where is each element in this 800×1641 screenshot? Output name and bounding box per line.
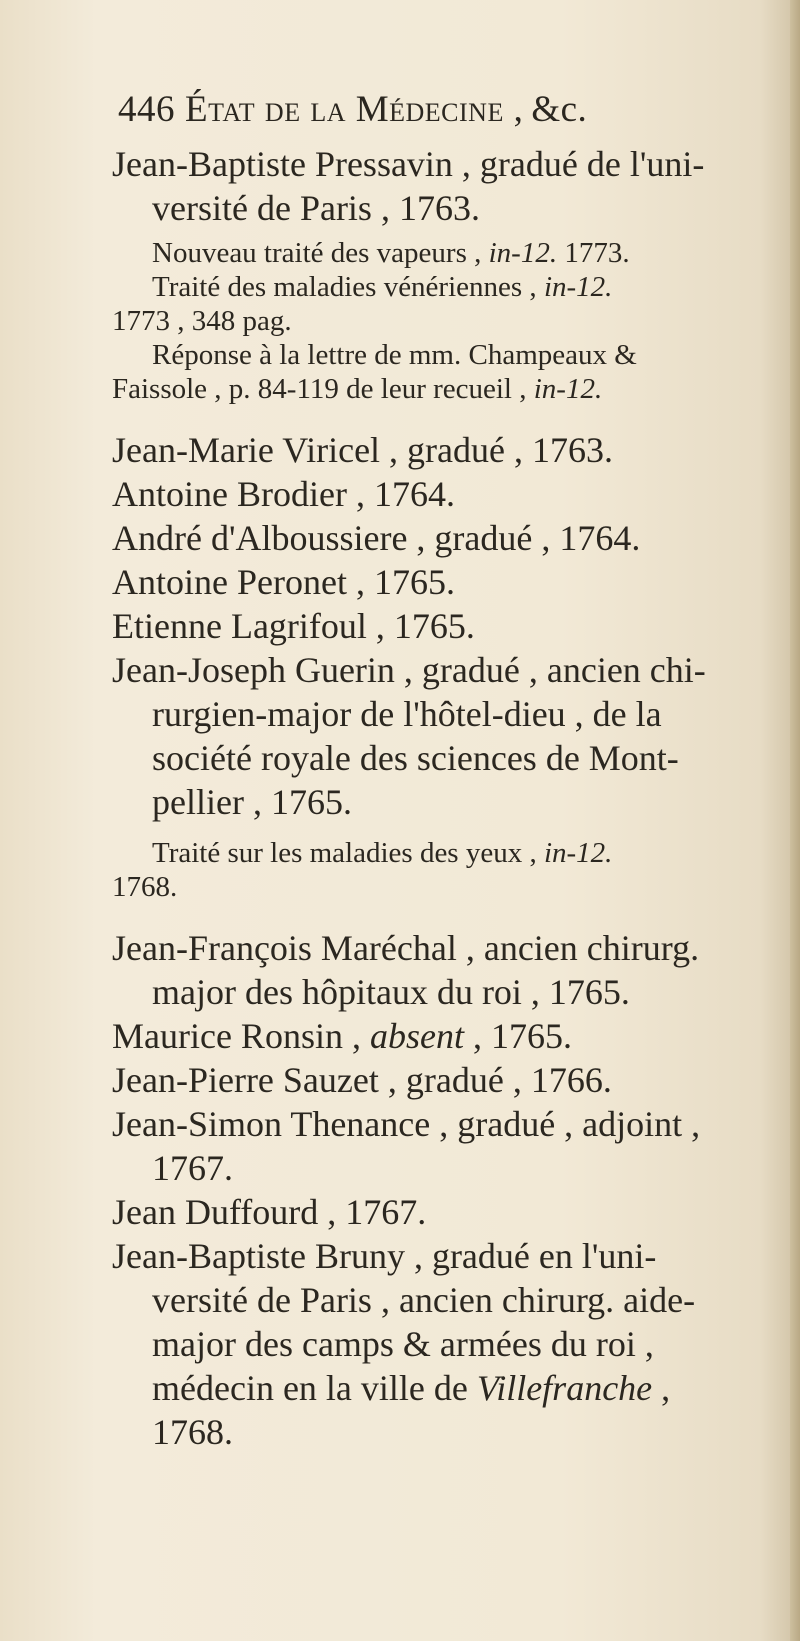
entry-line: versité de Paris , 1763. — [152, 188, 480, 228]
entry-line: société royale des sciences de Mont- — [152, 738, 679, 778]
work-line: Faissole , p. 84-119 de leur recueil , in-12. — [112, 373, 603, 405]
work-guerin — [112, 836, 772, 904]
work-line: Nouveau traité des vapeurs , in-12. 1773. — [152, 237, 630, 269]
entry-line: Jean-Joseph Guerin , gradué , ancien chi- — [112, 650, 706, 690]
entry-line: 1768. — [152, 1412, 233, 1452]
entry-guerin — [112, 648, 772, 824]
entry-line: Jean-Pierre Sauzet , gradué , 1766. — [112, 1060, 612, 1100]
header-etc: &c. — [531, 89, 588, 130]
entry-line: 1767. — [152, 1148, 233, 1188]
page-edge — [790, 0, 800, 1641]
entry-line: major des hôpitaux du roi , 1765. — [152, 972, 630, 1012]
entry-duffourd — [112, 1190, 772, 1234]
entry-thenance — [112, 1102, 772, 1190]
entry-line: versité de Paris , ancien chirurg. aide- — [152, 1280, 696, 1320]
entry-pressavin — [112, 142, 772, 230]
work-line: 1768. — [112, 871, 178, 903]
entry-bruny — [112, 1234, 772, 1454]
entry-line: Jean-François Maréchal , ancien chirurg. — [112, 928, 700, 968]
entry-ronsin — [112, 1014, 772, 1058]
running-header — [118, 88, 758, 131]
entry-line: Jean-Baptiste Bruny , gradué en l'uni- — [112, 1236, 657, 1276]
entry-line: Etienne Lagrifoul , 1765. — [112, 606, 475, 646]
work-line: 1773 , 348 pag. — [112, 305, 292, 337]
entry-line: Antoine Peronet , 1765. — [112, 562, 455, 602]
entry-lagrifoul — [112, 604, 772, 648]
entry-line: Jean Duffourd , 1767. — [112, 1192, 427, 1232]
work-line: Réponse à la lettre de mm. Champeaux & — [152, 339, 637, 371]
work-line: Traité sur les maladies des yeux , in-12. — [152, 837, 613, 869]
entry-line: Jean-Baptiste Pressavin , gradué de l'uni- — [112, 144, 705, 184]
entry-line: major des camps & armées du roi , — [152, 1324, 654, 1364]
entry-line: Jean-Marie Viricel , gradué , 1763. — [112, 430, 613, 470]
entry-line: rurgien-major de l'hôtel-dieu , de la — [152, 694, 662, 734]
entry-marechal — [112, 926, 772, 1014]
entry-line: André d'Alboussiere , gradué , 1764. — [112, 518, 641, 558]
entry-alboussiere — [112, 516, 772, 560]
work-line: Traité des maladies vénériennes , in-12. — [152, 271, 613, 303]
header-title: État de la Médecine , — [185, 89, 524, 130]
page-number: 446 — [118, 89, 175, 130]
entry-list — [112, 142, 772, 1454]
entry-viricel — [112, 428, 772, 472]
entry-line: Jean-Simon Thenance , gradué , adjoint , — [112, 1104, 701, 1144]
work-pressavin-1 — [112, 236, 772, 338]
entry-line: Maurice Ronsin , absent , 1765. — [112, 1016, 572, 1056]
entry-line: pellier , 1765. — [152, 782, 352, 822]
entry-line: médecin en la ville de Villefranche , — [152, 1368, 671, 1408]
entry-sauzet — [112, 1058, 772, 1102]
entry-line: Antoine Brodier , 1764. — [112, 474, 455, 514]
entry-brodier — [112, 472, 772, 516]
work-pressavin-2 — [112, 338, 772, 406]
entry-peronet — [112, 560, 772, 604]
